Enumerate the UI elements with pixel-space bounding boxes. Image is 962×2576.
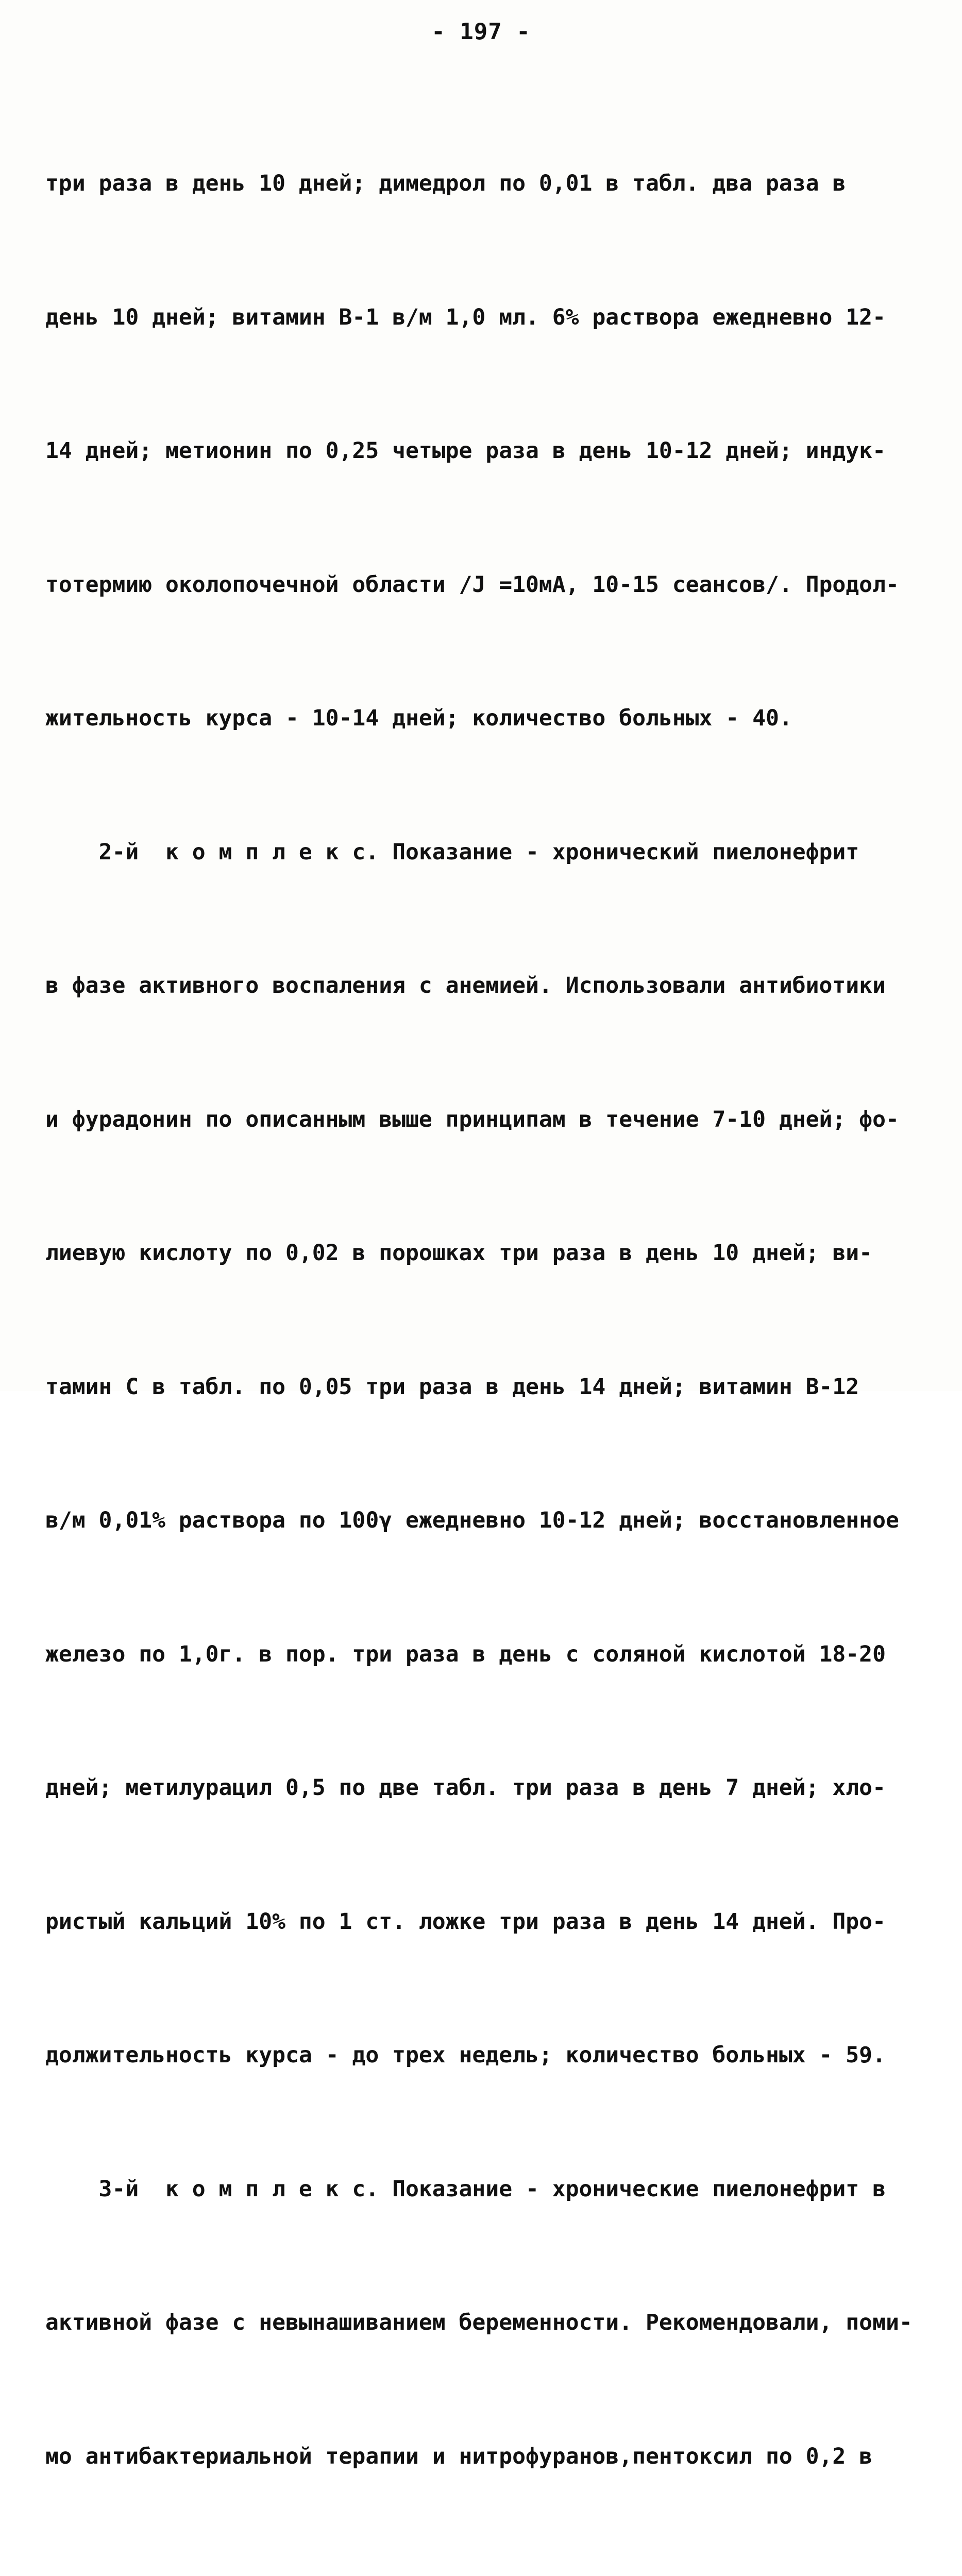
text-line: должительность курса - до трех недель; количество больных - 59.: [45, 2042, 886, 2068]
text-line: железо по 1,0г. в пор. три раза в день с соляной кислотой 18-20: [45, 1641, 886, 1667]
text-line: и фурадонин по описанным выше принципам в течение 7-10 дней; фо-: [45, 1106, 899, 1132]
text-line: дней; метилурацил 0,5 по две табл. три раза в день 7 дней; хло-: [45, 1775, 886, 1801]
text-line: мо антибактериальной терапии и нитрофуранов,пентоксил по 0,2 в: [45, 2443, 873, 2469]
text-line: ристый кальций 10% по 1 ст. ложке три раза в день 14 дней. Про-: [45, 1908, 886, 1935]
text-line: жительность курса - 10-14 дней; количество больных - 40.: [45, 705, 792, 731]
text-line: в/м 0,01% раствора по 100γ ежедневно 10-12 дней; восстановленное: [45, 1507, 899, 1533]
page-number: - 197 -: [431, 19, 531, 45]
text-line: в фазе активного воспаления с анемией. Использовали антибиотики: [45, 973, 886, 998]
text-line: тамин С в табл. по 0,05 три раза в день 14 дней; витамин В-12: [45, 1374, 859, 1400]
text-line: три раза в день 10 дней; димедрол по 0,01 в табл. два раза в: [45, 171, 846, 196]
text-line: 2-й к о м п л е к с. Показание - хронический пиелонефрит: [45, 839, 859, 865]
text-line: день 10 дней; витамин В-1 в/м 1,0 мл. 6% раствора ежедневно 12-: [45, 304, 886, 330]
text-line: лиевую кислоту по 0,02 в порошках три раза в день 10 дней; ви-: [45, 1240, 873, 1266]
text-line: активной фазе с невынашиванием беременности. Рекомендовали, поми-: [45, 2310, 913, 2335]
text-line: [45, 2568, 932, 2576]
text-line: 14 дней; метионин по 0,25 четыре раза в день 10-12 дней; индук-: [45, 438, 886, 464]
text-line: 3-й к о м п л е к с. Показание - хронические пиелонефрит в: [45, 2176, 886, 2202]
text-line: тотермию околопочечной области /J =10мА, 10-15 сеансов/. Продол-: [45, 571, 899, 598]
body-text: [45, 72, 932, 2576]
